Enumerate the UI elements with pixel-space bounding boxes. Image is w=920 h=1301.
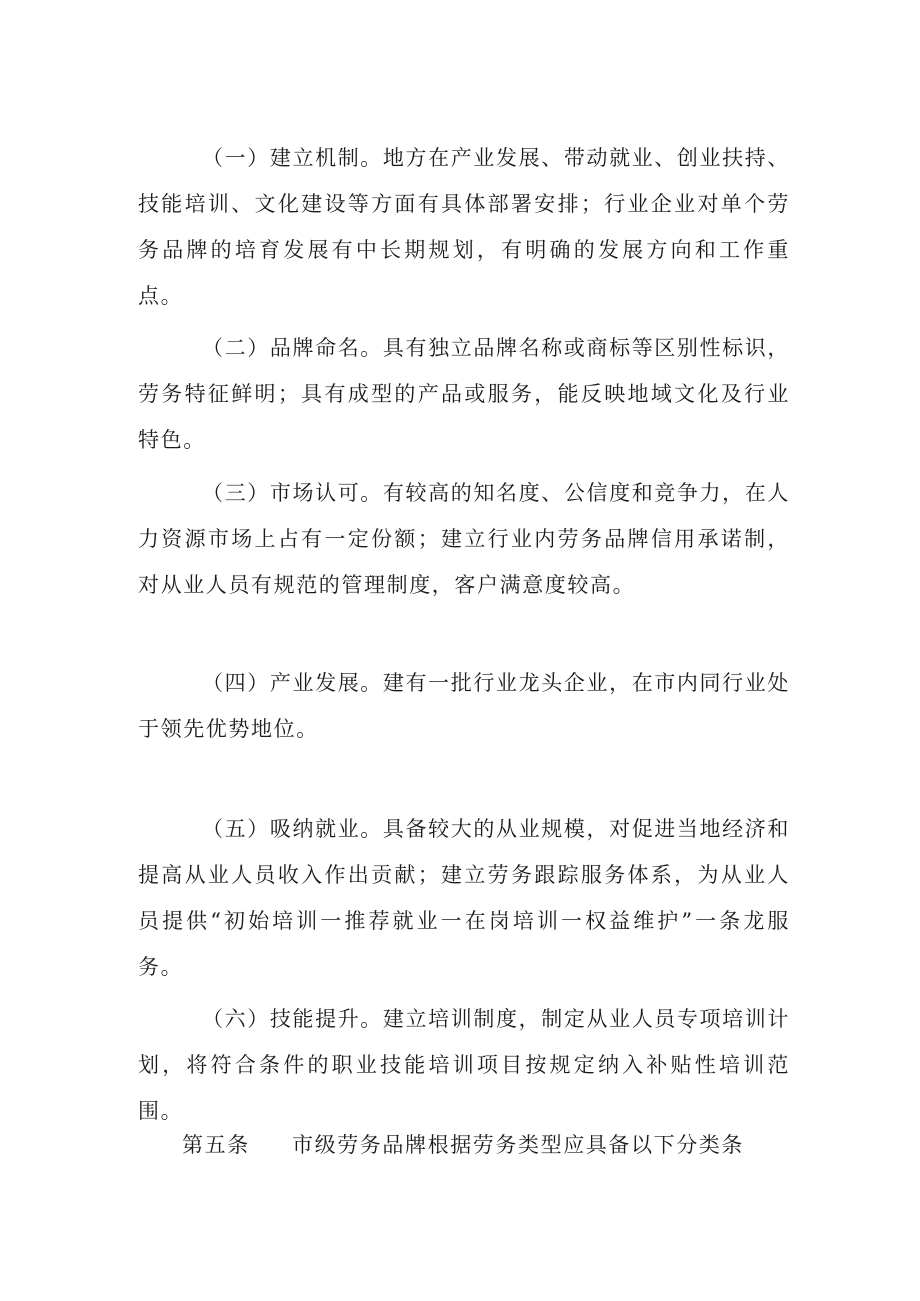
paragraph-market-recognition: （三）市场认可。有较高的知名度、公信度和竞争力，在人力资源市场上占有一定份额；建立行业内劳务品牌信用承诺制，对从业人员有规范的管理制度，客户满意度较高。 [138,481,790,597]
article-heading [182,1122,744,1168]
paragraph-establish-mechanism: （一）建立机制。地方在产业发展、带动就业、创业扶持、技能培训、文化建设等方面有具体部署安排；行业企业对单个劳务品牌的培育发展有中长期规划，有明确的发展方向和工作重点。 [138,146,790,308]
article-number: 第五条 [182,1133,250,1157]
paragraph-absorb-employment: （五）吸纳就业。具备较大的从业规模，对促进当地经济和提高从业人员收入作出贡献；建立劳务跟踪服务体系，为从业人员提供“初始培训一推荐就业一在岗培训一权益维护”一条龙服务。 [138,817,790,979]
paragraph-industry-development: （四）产业发展。建有一批行业龙头企业，在市内同行业处于领先优势地位。 [138,671,790,741]
paragraph-brand-naming: （二）品牌命名。具有独立品牌名称或商标等区别性标识，劳务特征鲜明；具有成型的产品或服务，能反映地域文化及行业特色。 [138,336,790,452]
paragraph-skill-improvement: （六）技能提升。建立培训制度，制定从业人员专项培训计划，将符合条件的职业技能培训项目按规定纳入补贴性培训范围。 [138,1007,790,1123]
article-text: 市级劳务品牌根据劳务类型应具备以下分类条 [292,1133,744,1157]
